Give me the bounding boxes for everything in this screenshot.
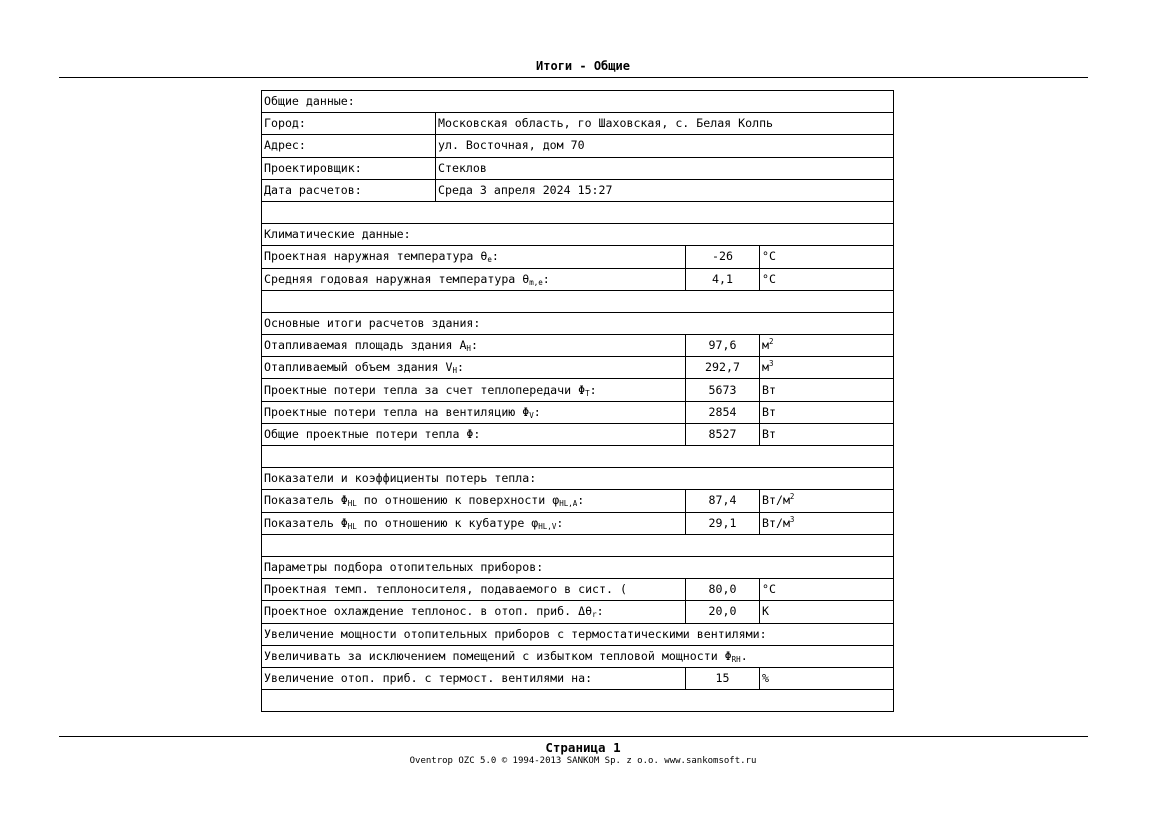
table-row [262, 490, 894, 512]
row-label: Отапливаемая площадь здания $A_H$: [262, 335, 686, 357]
table-row [262, 579, 894, 601]
note-text: Увеличивать за исключением помещений с избытком тепловой мощности $\Phi_{RH}$. [262, 645, 894, 667]
row-value: 4,1 [686, 268, 760, 290]
section-heading: Общие данные: [262, 91, 894, 113]
row-value: 29,1 [686, 512, 760, 534]
row-unit: $Вт/м^3$ [760, 512, 894, 534]
row-value: Московская область, го Шаховская, с. Белая Колпь [436, 113, 894, 135]
table-row [262, 401, 894, 423]
row-label: Проектные потери тепла за счет теплопередачи $\Phi_T$: [262, 379, 686, 401]
page-number: Страница 1 [545, 740, 621, 755]
row-label: Отапливаемый объем здания $V_H$: [262, 357, 686, 379]
row-value: 292,7 [686, 357, 760, 379]
row-unit: % [760, 667, 894, 689]
row-label: Проектные потери тепла на вентиляцию $\Phi_V$: [262, 401, 686, 423]
table-row [262, 135, 894, 157]
row-label: Общие проектные потери тепла Φ: [262, 423, 686, 445]
empty-row [262, 290, 894, 312]
row-value: 87,4 [686, 490, 760, 512]
row-unit: °C [760, 246, 894, 268]
row-unit: K [760, 601, 894, 623]
table-row [262, 423, 894, 445]
row-label: Проектная темп. теплоносителя, подаваемого в сист. ( [262, 579, 686, 601]
row-label: Проектировщик: [262, 157, 436, 179]
section-heading-row [262, 468, 894, 490]
row-label: Город: [262, 113, 436, 135]
note-row [262, 623, 894, 645]
row-unit: °C [760, 579, 894, 601]
row-value: 80,0 [686, 579, 760, 601]
row-value: Среда 3 апреля 2024 15:27 [436, 179, 894, 201]
row-value: 15 [686, 667, 760, 689]
table-row [262, 246, 894, 268]
section-heading: Показатели и коэффициенты потерь тепла: [262, 468, 894, 490]
section-heading: Основные итоги расчетов здания: [262, 312, 894, 334]
row-label: Показатель $\Phi_{HL}$ по отношению к кубатуре $\varphi_{HL,V}$: [262, 512, 686, 534]
table-row [262, 379, 894, 401]
header-divider [59, 77, 1088, 78]
row-label: Дата расчетов: [262, 179, 436, 201]
row-label: Увеличение отоп. приб. с термост. вентилями на: [262, 667, 686, 689]
empty-row [262, 534, 894, 556]
empty-row [262, 690, 894, 712]
row-label: Средняя годовая наружная температура $\theta_{m,e}$: [262, 268, 686, 290]
table-row [262, 113, 894, 135]
table-row [262, 357, 894, 379]
section-heading: Климатические данные: [262, 224, 894, 246]
row-value: -26 [686, 246, 760, 268]
empty-row [262, 446, 894, 468]
row-value: 97,6 [686, 335, 760, 357]
table-row [262, 335, 894, 357]
table-row [262, 667, 894, 689]
row-value: 20,0 [686, 601, 760, 623]
row-label: Адрес: [262, 135, 436, 157]
summary-table [261, 90, 894, 712]
row-unit: Вт [760, 401, 894, 423]
row-value: ул. Восточная, дом 70 [436, 135, 894, 157]
empty-row [262, 201, 894, 223]
section-heading-row [262, 556, 894, 578]
footer-divider [59, 736, 1088, 737]
table-row [262, 157, 894, 179]
page-title: Итоги - Общие [536, 59, 630, 73]
row-unit: $м^2$ [760, 335, 894, 357]
row-value: 5673 [686, 379, 760, 401]
note-row [262, 645, 894, 667]
section-heading-row [262, 312, 894, 334]
table-row [262, 179, 894, 201]
row-unit: Вт [760, 423, 894, 445]
row-label: Показатель $\Phi_{HL}$ по отношению к поверхности $\varphi_{HL,A}$: [262, 490, 686, 512]
row-label: Проектная наружная температура $\theta_e$: [262, 246, 686, 268]
section-heading-row [262, 224, 894, 246]
copyright-line: Oventrop OZC 5.0 © 1994-2013 SANKOM Sp. z o.o. www.sankomsoft.ru [409, 756, 757, 766]
row-unit: Вт [760, 379, 894, 401]
note-text: Увеличение мощности отопительных приборов с термостатическими вентилями: [262, 623, 894, 645]
row-unit: $м^3$ [760, 357, 894, 379]
row-unit: $Вт/м^2$ [760, 490, 894, 512]
row-unit: °C [760, 268, 894, 290]
row-label: Проектное охлаждение теплонос. в отоп. приб. $\Delta\theta_r$: [262, 601, 686, 623]
table-row [262, 601, 894, 623]
table-row [262, 268, 894, 290]
section-heading: Параметры подбора отопительных приборов: [262, 556, 894, 578]
section-heading-row [262, 91, 894, 113]
row-value: Стеклов [436, 157, 894, 179]
row-value: 8527 [686, 423, 760, 445]
table-row [262, 512, 894, 534]
row-value: 2854 [686, 401, 760, 423]
